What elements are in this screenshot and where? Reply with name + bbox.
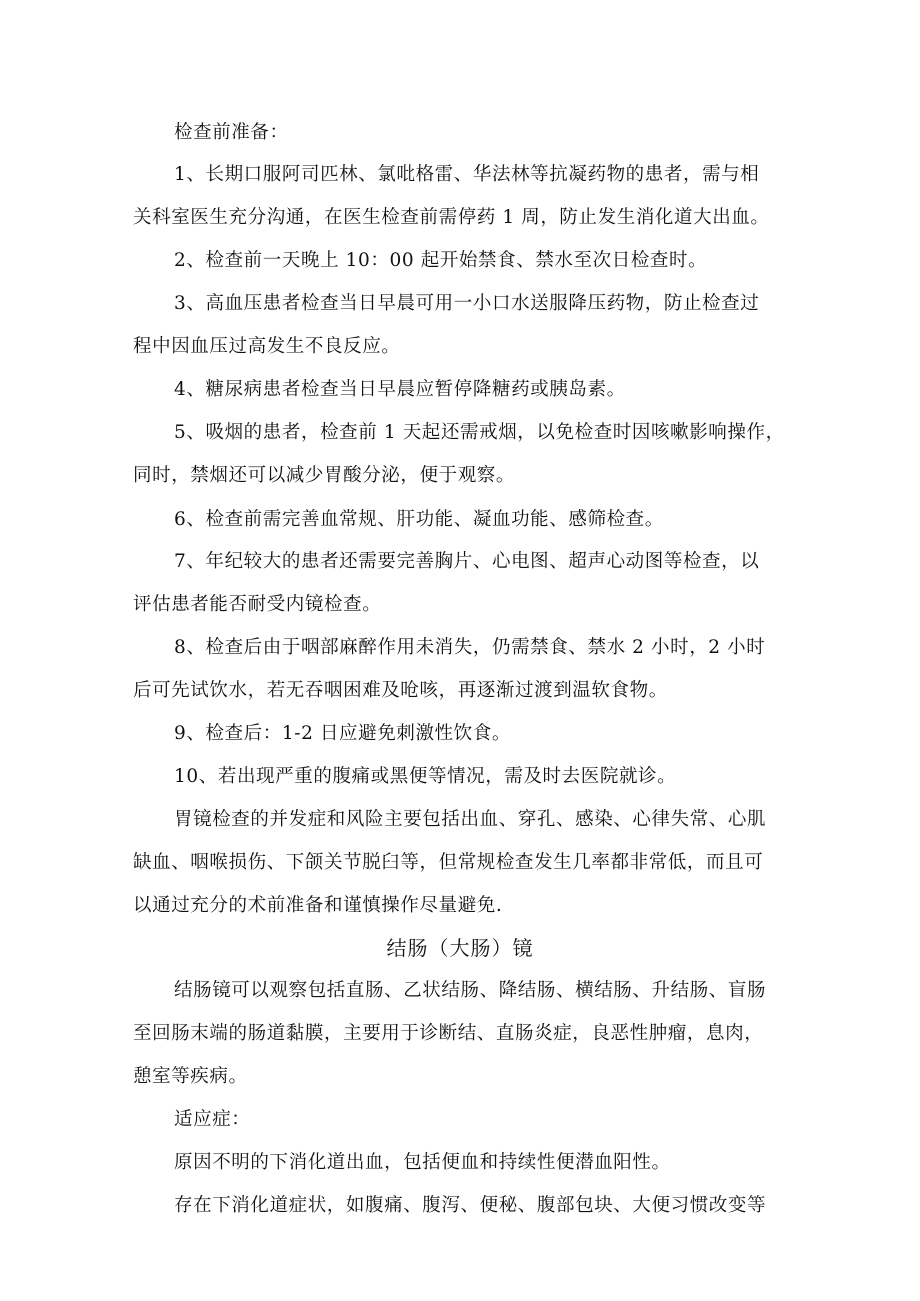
item-4: 4、糖尿病患者检查当日早晨应暂停降糖药或胰岛素。 [174, 379, 626, 400]
item-3-line-2: 程中因血压过高发生不良反应。 [133, 336, 401, 357]
indication-item-1: 原因不明的下消化道出血，包括便血和持续性便潜血阳性。 [174, 1152, 671, 1173]
item-2: 2、检查前一天晚上 10：00 起开始禁食、禁水至次日检查时。 [174, 250, 708, 271]
item-10: 10、若出现严重的腹痛或黑便等情况，需及时去医院就诊。 [174, 766, 677, 787]
section-title: 结肠（大肠）镜 [386, 936, 534, 960]
colon-intro-line-3: 憩室等疾病。 [133, 1066, 248, 1087]
item-6: 6、检查前需完善血常规、肝功能、凝血功能、感筛检查。 [174, 509, 664, 530]
item-7-line-1: 7、年纪较大的患者还需要完善胸片、心电图、超声心动图等检查，以 [174, 551, 760, 572]
risk-paragraph-line-1: 胃镜检查的并发症和风险主要包括出血、穿孔、感染、心律失常、心肌 [174, 809, 767, 830]
colon-intro-line-2: 至回肠末端的肠道黏膜，主要用于诊断结、直肠炎症，良恶性肿瘤，息肉， [133, 1023, 764, 1044]
item-7-line-2: 评估患者能否耐受内镜检查。 [133, 594, 382, 615]
risk-paragraph-line-2: 缺血、咽喉损伤、下颌关节脱臼等，但常规检查发生几率都非常低，而且可 [133, 852, 764, 873]
item-1-line-1: 1、长期口服阿司匹林、氯吡格雷、华法林等抗凝药物的患者，需与相 [174, 164, 760, 185]
prep-heading: 检查前准备： [174, 122, 289, 143]
item-1-line-2: 关科室医生充分沟通，在医生检查前需停药 1 周，防止发生消化道大出血。 [133, 207, 770, 228]
item-5-line-1: 5、吸烟的患者，检查前 1 天起还需戒烟，以免检查时因咳嗽影响操作， [174, 422, 785, 443]
item-3-line-1: 3、高血压患者检查当日早晨可用一小口水送服降压药物，防止检查过 [174, 293, 760, 314]
item-9: 9、检查后：1-2 日应避免刺激性饮食。 [174, 723, 511, 744]
item-8-line-2: 后可先试饮水，若无吞咽困难及呛咳，再逐渐过渡到温软食物。 [133, 680, 668, 701]
indication-item-2: 存在下消化道症状，如腹痛、腹泻、便秘、腹部包块、大便习惯改变等 [174, 1195, 767, 1216]
colon-intro-line-1: 结肠镜可以观察包括直肠、乙状结肠、降结肠、横结肠、升结肠、盲肠 [174, 980, 767, 1001]
risk-paragraph-line-3: 以通过充分的术前准备和谨慎操作尽量避免. [133, 895, 503, 916]
indication-heading: 适应症： [174, 1109, 251, 1130]
item-8-line-1: 8、检查后由于咽部麻醉作用未消失，仍需禁食、禁水 2 小时，2 小时 [174, 637, 766, 658]
item-5-line-2: 同时，禁烟还可以减少胃酸分泌，便于观察。 [133, 465, 516, 486]
